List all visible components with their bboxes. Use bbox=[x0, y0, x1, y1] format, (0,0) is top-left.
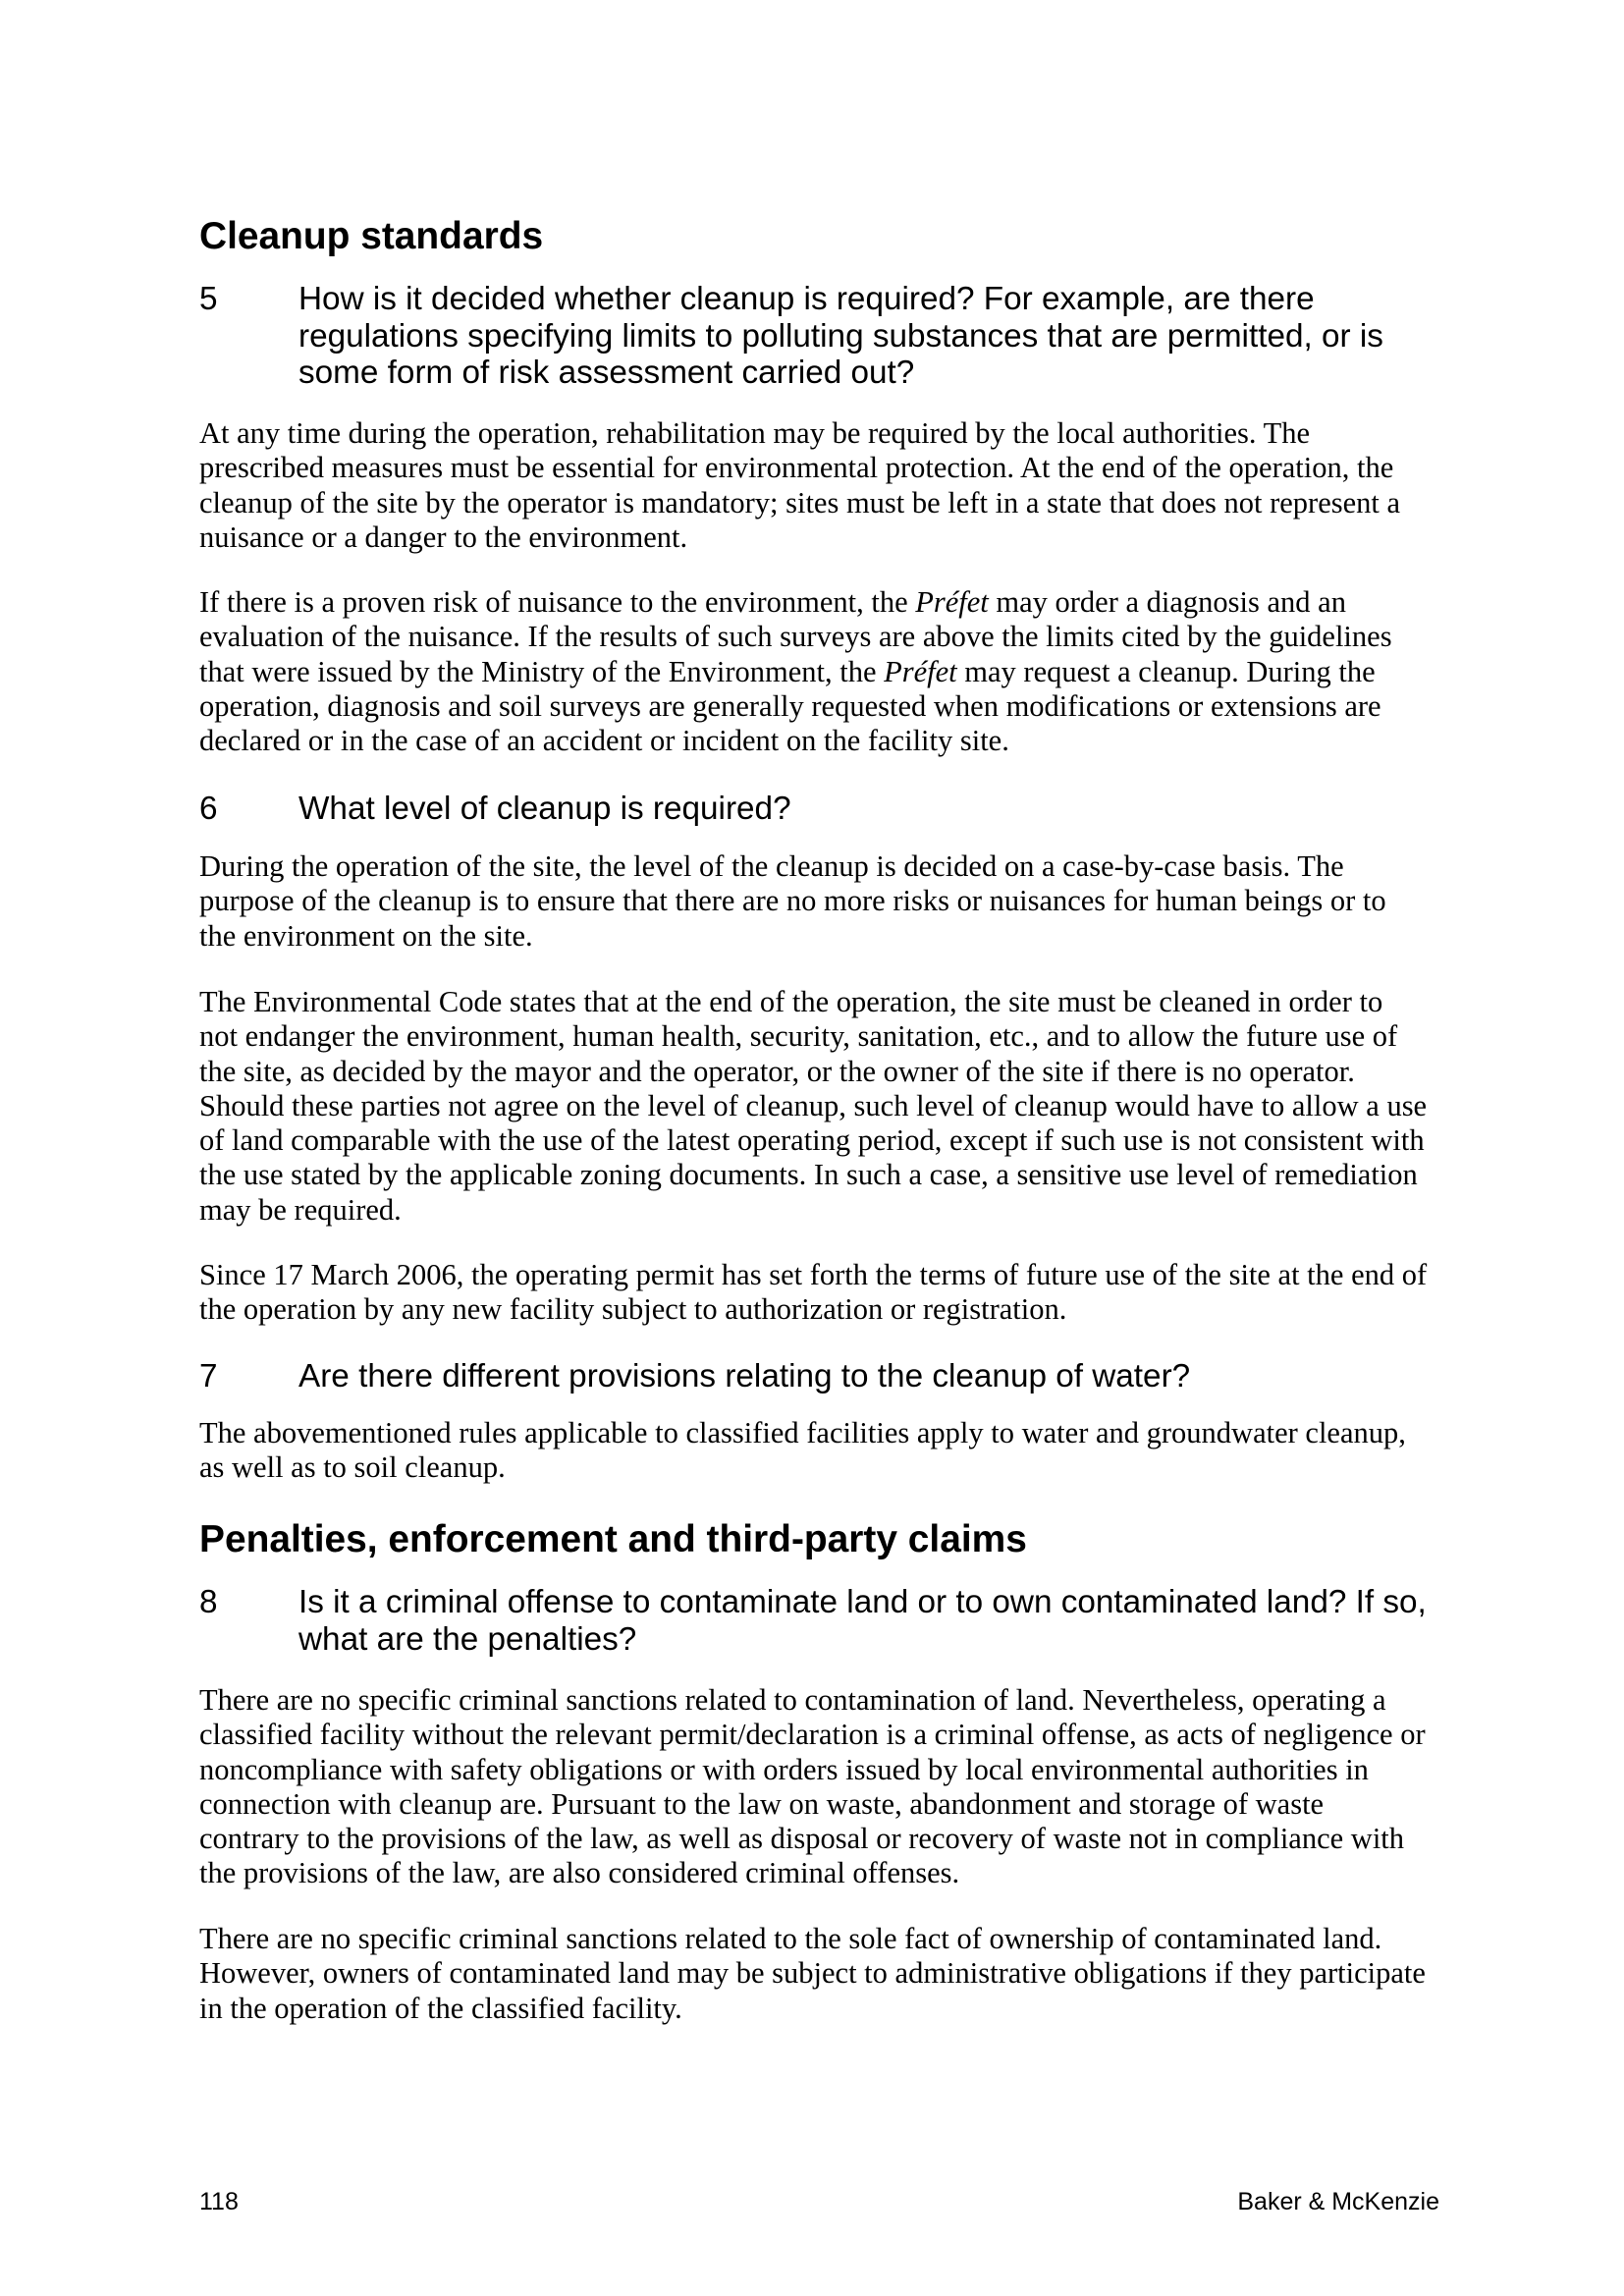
paragraph-ownership: There are no specific criminal sanctions related to the sole fact of ownership of contaminated land. However, owners of contaminated land may be subject to administrative obligations if they participate in the operation of the classified facility. bbox=[199, 1922, 1426, 2025]
paragraph-text: may request a cleanup. During the operation, diagnosis and soil surveys are generally requested when modifications or extensions are declared or in the case of an accident or incident on the facility site. bbox=[199, 654, 1381, 758]
page-number: 118 bbox=[199, 2188, 239, 2215]
question-number: 6 bbox=[199, 791, 218, 827]
question-text: Are there different provisions relating to the cleanup of water? bbox=[298, 1358, 1191, 1394]
question-number: 5 bbox=[199, 281, 218, 317]
paragraph-water-cleanup: The abovementioned rules applicable to classified facilities apply to water and groundwater cleanup, as well as to soil cleanup. bbox=[199, 1416, 1406, 1485]
question-text: What level of cleanup is required? bbox=[298, 791, 791, 827]
paragraph-operating-permit: Since 17 March 2006, the operating permit has set forth the terms of future use of the site at the end of the operation by any new facility subject to authorization or registration. bbox=[199, 1258, 1428, 1327]
question-text: How is it decided whether cleanup is required? For example, are there regulations specifying limits to polluting substances that are permitted, or is some form of risk assessment carried out? bbox=[298, 281, 1383, 392]
section-heading-penalties: Penalties, enforcement and third-party claims bbox=[199, 1518, 1027, 1560]
question-number: 7 bbox=[199, 1358, 218, 1394]
question-8 bbox=[199, 1584, 1436, 1663]
paragraph-proven-risk bbox=[199, 585, 1392, 758]
paragraph-rehabilitation: At any time during the operation, rehabilitation may be required by the local authorities. The prescribed measures must be essential for environmental protection. At the end of the operation, the cleanup of the site by the operator is mandatory; sites must be left in a state that does not represent a nuisance or a danger to the environment. bbox=[199, 416, 1401, 554]
section-heading-cleanup-standards: Cleanup standards bbox=[199, 215, 544, 257]
paragraph-text: may order a diagnosis and an evaluation of the nuisance. If the results of such surveys are above the limits cited by the guidelines that were issued by the Ministry of the Environment, the bbox=[199, 585, 1392, 688]
italic-term-prefet: Préfet bbox=[884, 654, 957, 688]
question-number: 8 bbox=[199, 1584, 218, 1620]
question-text: Is it a criminal offense to contaminate land or to own contaminated land? If so, what are the penalties? bbox=[298, 1584, 1427, 1658]
paragraph-text: If there is a proven risk of nuisance to the environment, the bbox=[199, 585, 916, 619]
paragraph-level-of-cleanup: During the operation of the site, the level of the cleanup is decided on a case-by-case basis. The purpose of the cleanup is to ensure that there are no more risks or nuisances for human beings or to the environment on the site. bbox=[199, 849, 1386, 953]
italic-term-prefet: Préfet bbox=[915, 585, 989, 619]
paragraph-environmental-code: The Environmental Code states that at the end of the operation, the site must be cleaned in order to not endanger the environment, human health, security, sanitation, etc., and to allow the future use of the site, as decided by the mayor and the operator, or the owner of the site if there is no operator. Should these parties not agree on the level of cleanup, such level of cleanup would have to allow a use of land comparable with the use of the latest operating period, except if such use is not consistent with the use stated by the applicable zoning documents. In such a case, a sensitive use level of remediation may be required. bbox=[199, 985, 1428, 1227]
footer-firm-name: Baker & McKenzie bbox=[1237, 2188, 1439, 2215]
paragraph-criminal-sanctions: There are no specific criminal sanctions related to contamination of land. Nevertheless, operating a classified facility without the relevant permit/declaration is a criminal offense, as acts of negligence or noncompliance with safety obligations or with orders issued by local environmental authorities in connection with cleanup are. Pursuant to the law on waste, abandonment and storage of waste contrary to the provisions of the law, as well as disposal or recovery of waste not in compliance with the provisions of the law, are also considered criminal offenses. bbox=[199, 1683, 1426, 1890]
question-5 bbox=[199, 281, 1436, 392]
